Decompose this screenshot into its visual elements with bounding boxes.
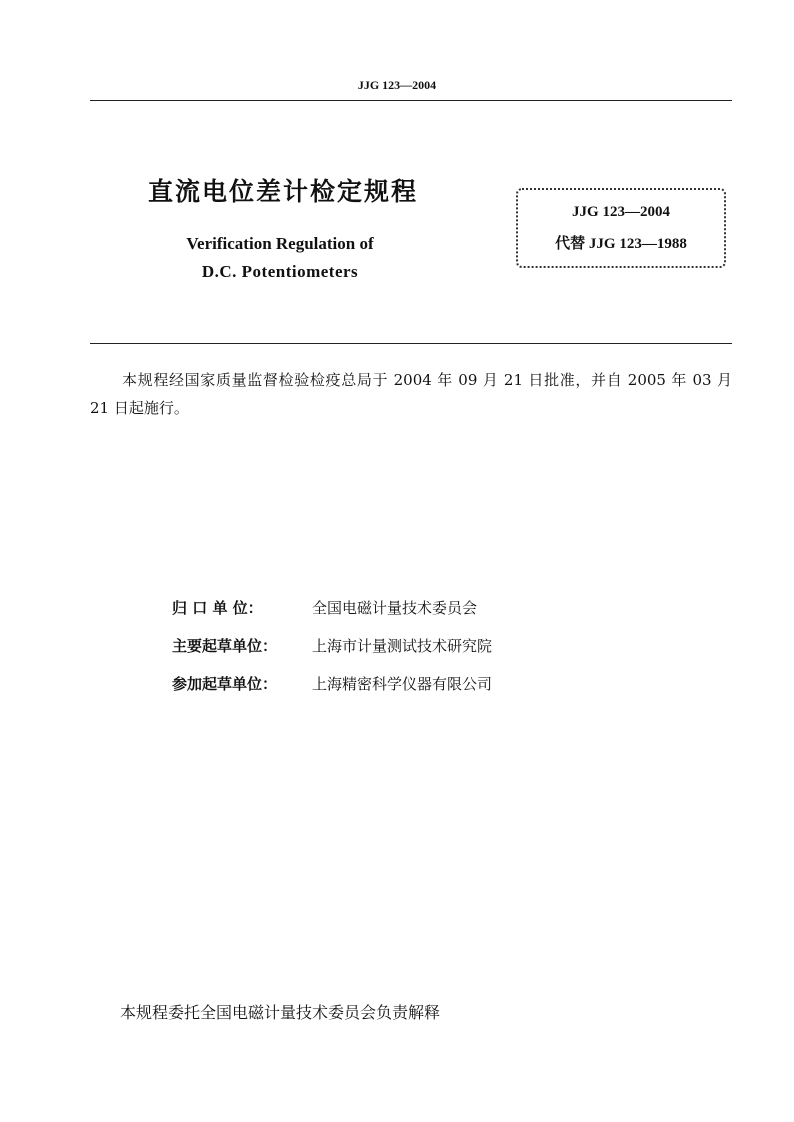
approval-statement: 本规程经国家质量监督检验检疫总局于 2004 年 09 月 21 日批准，并自 2005 年 03 月 21 日起施行。 xyxy=(90,371,732,417)
participating-drafting-unit-label: 参加起草单位： xyxy=(172,675,278,693)
header-rule xyxy=(90,100,732,101)
document-title-chinese: 直流电位差计检定规程 xyxy=(148,177,419,206)
replaced-standard-code: 代替 JJG 123—1988 xyxy=(555,236,687,252)
interpretation-note: 本规程委托全国电磁计量技术委员会负责解释 xyxy=(120,1003,441,1022)
participating-drafting-unit-value: 上海精密科学仪器有限公司 xyxy=(312,675,493,693)
section-divider xyxy=(90,343,732,344)
responsible-unit-label: 归 口 单 位： xyxy=(172,599,263,617)
standard-code: JJG 123—2004 xyxy=(572,204,670,220)
standard-header-code: JJG 123—2004 xyxy=(357,78,437,92)
participating-drafting-unit-row xyxy=(172,672,492,696)
main-drafting-unit-label: 主要起草单位： xyxy=(172,637,278,655)
responsible-unit-row xyxy=(172,596,477,620)
document-title-english-line2: D.C. Potentiometers xyxy=(201,262,359,281)
document-title-english-line1: Verification Regulation of xyxy=(186,234,374,253)
responsible-unit-value: 全国电磁计量技术委员会 xyxy=(312,599,478,617)
main-drafting-unit-value: 上海市计量测试技术研究院 xyxy=(312,637,493,655)
standard-code-box xyxy=(516,188,726,268)
main-drafting-unit-row xyxy=(172,634,492,658)
